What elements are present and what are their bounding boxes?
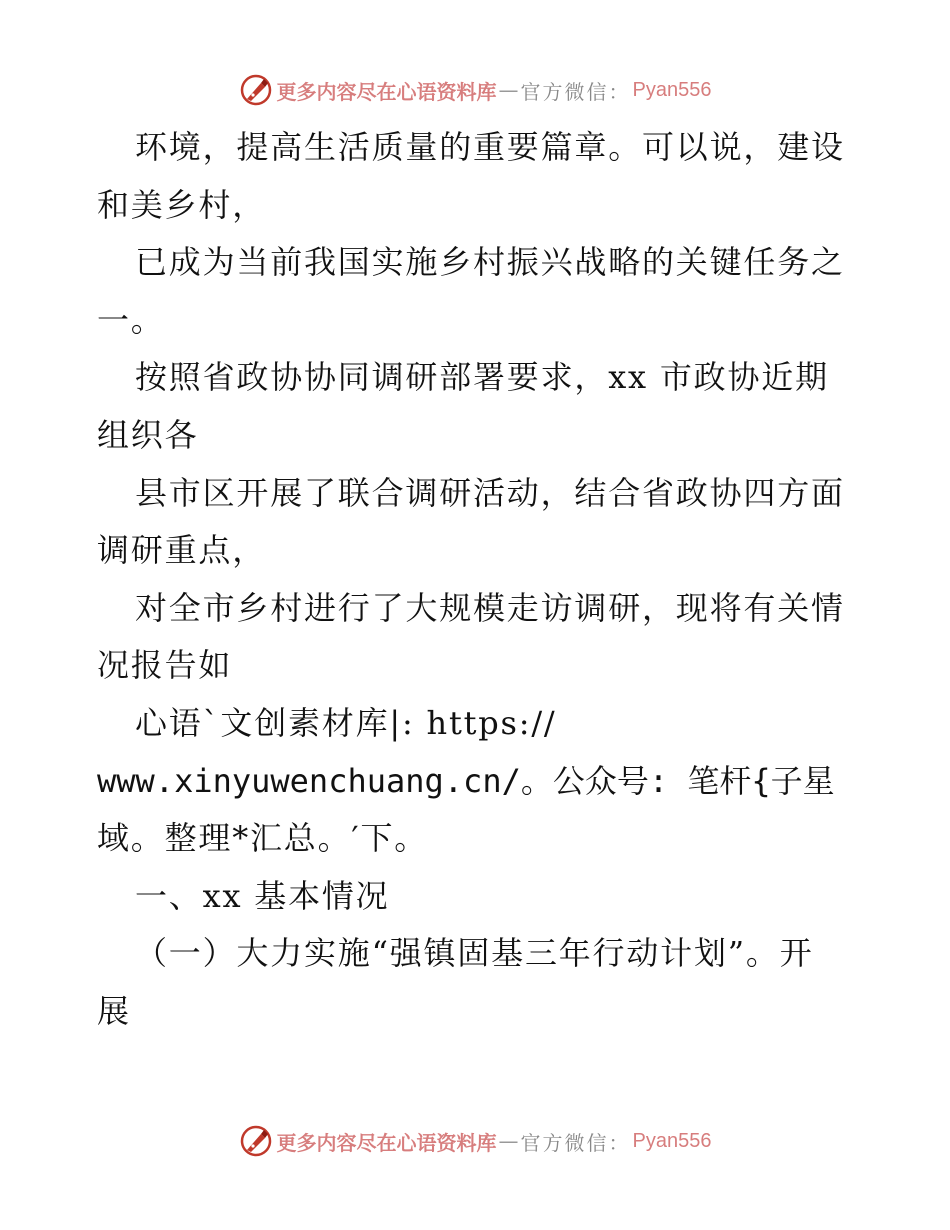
text-line-url: www.xinyuwenchuang.cn/。公众号: 笔杆{子星 (97, 761, 835, 800)
pen-nib-logo-icon (239, 1124, 273, 1158)
document-body (97, 119, 857, 1041)
subsection-heading: （一）大力实施“强镇固基三年行动计划”。开 (135, 934, 814, 973)
watermark-main-text: 更多内容尽在心语资料库 (276, 1130, 497, 1155)
pen-nib-logo-icon (239, 73, 273, 107)
text-line: 按照省政协协同调研部署要求，xx 市政协近期 (135, 358, 829, 397)
watermark-sub-text: 官方微信： (520, 1130, 631, 1155)
text-line: 环境，提高生活质量的重要篇章。可以说，建设 (135, 128, 845, 166)
watermark-footer (0, 1121, 950, 1161)
text-line: 县市区开展了联合调研活动，结合省政协四方面 (135, 473, 845, 512)
text-line: 组织各 (97, 415, 199, 454)
text-line: 展 (97, 991, 131, 1030)
watermark-dash: — (498, 78, 519, 102)
text-line: 和美乡村， (97, 185, 267, 224)
text-line: 调研重点， (97, 531, 267, 570)
text-line: 况报告如 (97, 646, 233, 685)
watermark-id: Pyan556 (632, 78, 712, 101)
watermark-main-text: 更多内容尽在心语资料库 (276, 79, 497, 104)
text-line: 心语`文创素材库|: https:// (135, 703, 557, 742)
text-line: 对全市乡村进行了大规模走访调研，现将有关情 (135, 588, 845, 627)
text-line: 已成为当前我国实施乡村振兴战略的关键任务之 (135, 243, 845, 282)
watermark-sub-text: 官方微信： (520, 79, 631, 104)
text-line: 域。整理*汇总。′下。 (97, 819, 429, 858)
watermark-id: Pyan556 (632, 1129, 712, 1152)
watermark-dash: — (498, 1129, 519, 1153)
section-heading: 一、xx 基本情况 (135, 876, 390, 915)
watermark-header (0, 70, 950, 110)
text-line: 一。 (97, 300, 165, 339)
